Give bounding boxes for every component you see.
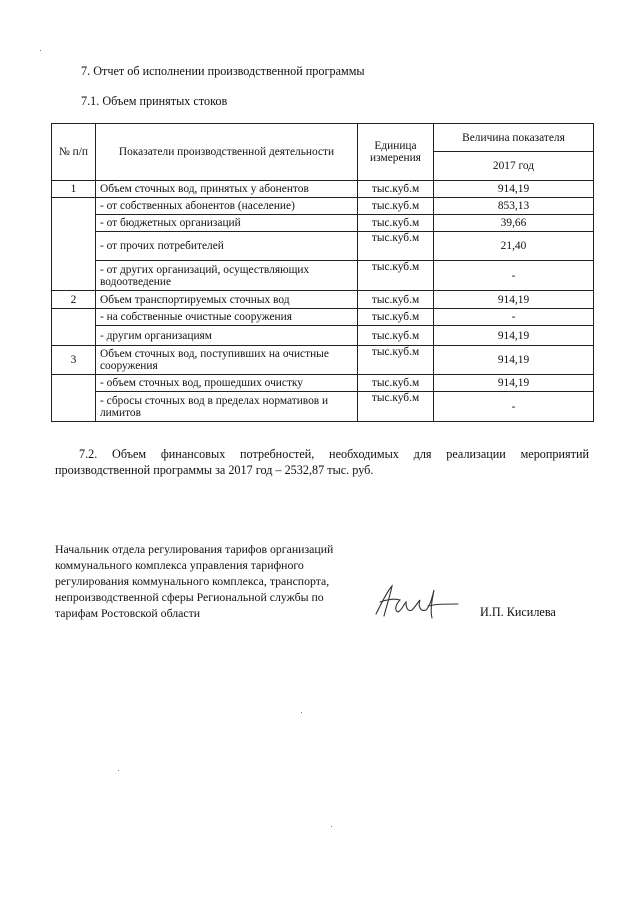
row-unit: тыс.куб.м — [358, 392, 434, 422]
row-indicator: - от собственных абонентов (население) — [96, 198, 358, 215]
row-num: 1 — [52, 181, 96, 198]
row-num — [52, 375, 96, 422]
row-unit: тыс.куб.м — [358, 261, 434, 291]
scan-speck — [301, 712, 302, 713]
table-row — [52, 326, 594, 346]
signatory-title-line: непроизводственной сферы Региональной службы по — [55, 590, 324, 604]
row-value: 853,13 — [434, 198, 594, 215]
table-row — [52, 309, 594, 326]
row-value: 21,40 — [434, 232, 594, 261]
row-value: - — [434, 392, 594, 422]
row-unit: тыс.куб.м — [358, 375, 434, 392]
scan-speck — [331, 826, 332, 827]
row-value: 914,19 — [434, 346, 594, 375]
row-num — [52, 309, 96, 346]
row-value: 914,19 — [434, 375, 594, 392]
row-unit: тыс.куб.м — [358, 309, 434, 326]
row-num — [52, 198, 96, 291]
table-row — [52, 215, 594, 232]
signatory-title-line: тарифам Ростовской области — [55, 606, 201, 620]
table-row — [52, 198, 594, 215]
row-indicator: - на собственные очистные сооружения — [96, 309, 358, 326]
row-value: 914,19 — [434, 326, 594, 346]
header-year: 2017 год — [434, 152, 594, 181]
row-indicator: - сбросы сточных вод в пределах нормативов и лимитов — [96, 392, 358, 422]
subsection-heading: 7.1. Объем принятых стоков — [81, 94, 228, 108]
section-heading: 7. Отчет об исполнении производственной программы — [81, 64, 365, 78]
row-unit: тыс.куб.м — [358, 215, 434, 232]
signatory-title-line: коммунального комплекса управления тарифного — [55, 558, 304, 572]
row-indicator: Объем сточных вод, поступивших на очистные сооружения — [96, 346, 358, 375]
row-value: 39,66 — [434, 215, 594, 232]
scan-speck — [40, 50, 41, 51]
row-unit: тыс.куб.м — [358, 291, 434, 309]
row-indicator: - от прочих потребителей — [96, 232, 358, 261]
table-row — [52, 261, 594, 291]
row-unit: тыс.куб.м — [358, 232, 434, 261]
row-value: 914,19 — [434, 181, 594, 198]
row-unit: тыс.куб.м — [358, 181, 434, 198]
table-row — [52, 375, 594, 392]
row-unit: тыс.куб.м — [358, 346, 434, 375]
row-indicator: - от бюджетных организаций — [96, 215, 358, 232]
row-num: 2 — [52, 291, 96, 309]
row-value: - — [434, 261, 594, 291]
row-num: 3 — [52, 346, 96, 375]
handwritten-signature — [370, 580, 462, 626]
header-indicator: Показатели производственной деятельности — [96, 124, 358, 181]
sewage-report-table — [51, 123, 594, 422]
financial-paragraph: 7.2. Объем финансовых потребностей, необходимых для реализации мероприятий производственной программы за 2017 год – 2532,87 тыс. руб. — [55, 447, 589, 477]
row-indicator: - объем сточных вод, прошедших очистку — [96, 375, 358, 392]
row-indicator: Объем сточных вод, принятых у абонентов — [96, 181, 358, 198]
row-value: - — [434, 309, 594, 326]
row-unit: тыс.куб.м — [358, 326, 434, 346]
table-row — [52, 181, 594, 198]
table-row — [52, 291, 594, 309]
row-indicator: - от других организаций, осуществляющих водоотведение — [96, 261, 358, 291]
row-indicator: - другим организациям — [96, 326, 358, 346]
row-indicator: Объем транспортируемых сточных вод — [96, 291, 358, 309]
header-unit: Единица измерения — [358, 124, 434, 181]
signatory-name: И.П. Кисилева — [480, 605, 556, 619]
signatory-title-line: Начальник отдела регулирования тарифов организаций — [55, 542, 334, 556]
table-row — [52, 232, 594, 261]
header-num: № п/п — [52, 124, 96, 181]
table-row — [52, 346, 594, 375]
signatory-title — [55, 541, 375, 621]
scan-speck — [118, 770, 119, 771]
row-value: 914,19 — [434, 291, 594, 309]
signatory-title-line: регулирования коммунального комплекса, транспорта, — [55, 574, 330, 588]
table-row — [52, 392, 594, 422]
header-value-group: Величина показателя — [434, 124, 594, 152]
row-unit: тыс.куб.м — [358, 198, 434, 215]
